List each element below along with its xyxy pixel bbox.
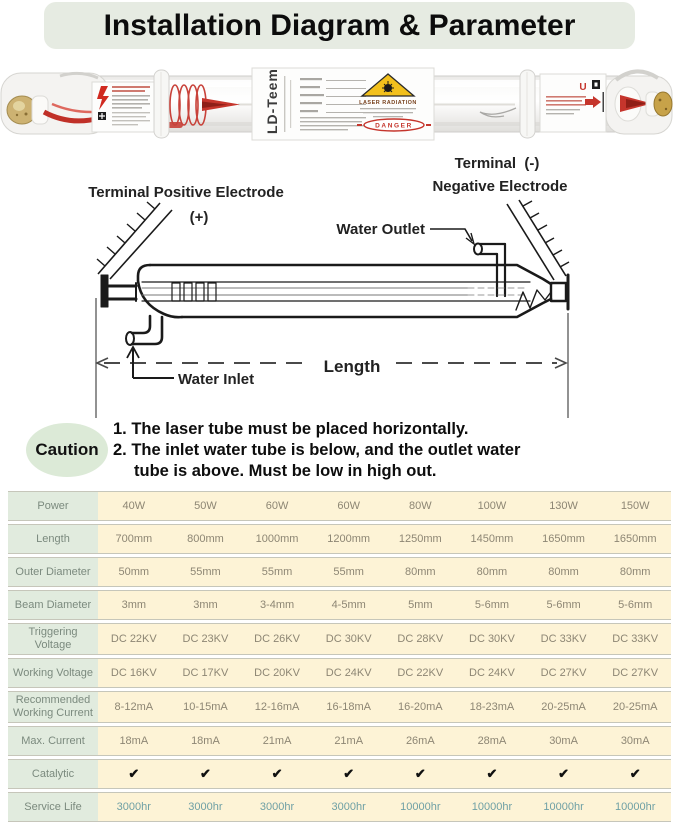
table-cell: 1000mm [241,525,313,553]
table-cell: 4-5mm [313,591,385,619]
row-label: Catalytic [8,760,98,788]
table-cell: 800mm [170,525,242,553]
table-cell: DC 20KV [241,659,313,687]
table-cell: 60W [241,492,313,520]
table-cell: DC 27KV [599,659,671,687]
table-cell: ✔ [313,760,385,788]
row-label: Recommended Working Current [8,692,98,722]
table-cell: ✔ [170,760,242,788]
table-cell: 55mm [313,558,385,586]
product-label-center [252,68,434,140]
table-cell: 40W [98,492,170,520]
table-cell: DC 17KV [170,659,242,687]
table-cell: ✔ [456,760,528,788]
spec-label-left [92,82,154,132]
caution-badge [26,423,108,477]
table-cell: 100W [456,492,528,520]
brand-label: LD-Teem [264,68,280,134]
terminal-negative-label: Terminal (-) [454,155,540,172]
row-label: Outer Diameter [8,558,98,586]
table-cell: 3mm [98,591,170,619]
logo-mark: U [579,82,587,93]
water-outlet-arrow [430,229,472,241]
table-cell: 1200mm [313,525,385,553]
table-cell: DC 22KV [385,659,457,687]
table-cell: 3-4mm [241,591,313,619]
table-cell: 10000hr [528,793,600,821]
table-cell: 80mm [456,558,528,586]
table-row [8,658,671,688]
table-cell: 30mA [599,727,671,755]
installation-diagram [0,148,679,420]
table-cell: 55mm [170,558,242,586]
table-cell: 80mm [528,558,600,586]
table-row [8,726,671,756]
row-label: Power [8,492,98,520]
table-cell: DC 30KV [313,624,385,654]
table-cell: DC 33KV [599,624,671,654]
caution-item-1: 1. The laser tube must be placed horizontally. [113,420,469,438]
laser-tube-photo [0,60,679,148]
table-cell: 55mm [241,558,313,586]
row-label: Max. Current [8,727,98,755]
table-cell: ✔ [528,760,600,788]
table-cell: 1250mm [385,525,457,553]
spec-label-right [540,74,606,132]
table-cell: 700mm [98,525,170,553]
table-cell: DC 24KV [313,659,385,687]
table-cell: 5mm [385,591,457,619]
parameter-table [8,491,671,825]
table-cell: 3000hr [313,793,385,821]
table-cell: ✔ [385,760,457,788]
caution-notes [113,419,520,482]
table-cell: ✔ [599,760,671,788]
table-cell: 80mm [385,558,457,586]
table-cell: 5-6mm [599,591,671,619]
table-cell: DC 24KV [456,659,528,687]
table-cell: DC 33KV [528,624,600,654]
table-cell: 3000hr [241,793,313,821]
table-cell: 3000hr [98,793,170,821]
plus-sign-label: (+) [189,209,209,226]
table-cell: 16-18mA [313,692,385,722]
table-cell: 10000hr [456,793,528,821]
row-label: Length [8,525,98,553]
table-cell: ✔ [241,760,313,788]
row-label: Service Life [8,793,98,821]
table-cell: 16-20mA [385,692,457,722]
length-label: Length [323,357,381,376]
table-cell: ✔ [98,760,170,788]
table-cell: 50W [170,492,242,520]
table-cell: 5-6mm [456,591,528,619]
table-cell: 150W [599,492,671,520]
table-row [8,590,671,620]
table-cell: 20-25mA [528,692,600,722]
table-cell: DC 28KV [385,624,457,654]
table-cell: DC 22KV [98,624,170,654]
page-title: Installation Diagram & Parameter [103,8,576,42]
row-label: Triggering Voltage [8,624,98,654]
table-cell: 50mm [98,558,170,586]
table-cell: 10-15mA [170,692,242,722]
water-inlet-label: Water Inlet [178,371,255,388]
title-banner [44,2,635,49]
tube-right-end [606,71,672,134]
table-cell: 18mA [170,727,242,755]
table-cell: 21mA [313,727,385,755]
table-cell: DC 23KV [170,624,242,654]
danger-label: DANGER [375,122,413,130]
table-cell: 80mm [599,558,671,586]
table-cell: 8-12mA [98,692,170,722]
table-cell: DC 27KV [528,659,600,687]
table-cell: 1650mm [528,525,600,553]
table-cell: 10000hr [599,793,671,821]
table-row [8,524,671,554]
table-row [8,691,671,723]
table-cell: 10000hr [385,793,457,821]
table-cell: 12-16mA [241,692,313,722]
table-cell: DC 26KV [241,624,313,654]
table-cell: 26mA [385,727,457,755]
table-cell: 80W [385,492,457,520]
terminal-positive-label: Terminal Positive Electrode [88,184,284,201]
table-cell: 3mm [170,591,242,619]
table-cell: 28mA [456,727,528,755]
water-outlet-label: Water Outlet [336,221,425,238]
table-cell: 20-25mA [599,692,671,722]
table-cell: 60W [313,492,385,520]
table-row [8,759,671,789]
caution-badge-label: Caution [35,440,99,459]
table-cell: 1650mm [599,525,671,553]
table-row [8,557,671,587]
table-row [8,792,671,822]
caution-item-2: 2. The inlet water tube is below, and the outlet water tube is above. Must be low in high out. [113,441,521,480]
table-cell: 21mA [241,727,313,755]
table-row [8,491,671,521]
table-cell: 130W [528,492,600,520]
positive-electrode-wire [97,202,172,279]
row-label: Working Voltage [8,659,98,687]
row-label: Beam Diameter [8,591,98,619]
negative-electrode-label: Negative Electrode [432,178,568,195]
table-cell: DC 30KV [456,624,528,654]
table-cell: 18mA [98,727,170,755]
negative-electrode-wire [507,200,569,280]
table-cell: 5-6mm [528,591,600,619]
table-row [8,623,671,655]
table-cell: DC 16KV [98,659,170,687]
table-cell: 30mA [528,727,600,755]
table-cell: 18-23mA [456,692,528,722]
table-cell: 3000hr [170,793,242,821]
warning-title: LASER RADIATION [359,100,417,106]
table-cell: 1450mm [456,525,528,553]
